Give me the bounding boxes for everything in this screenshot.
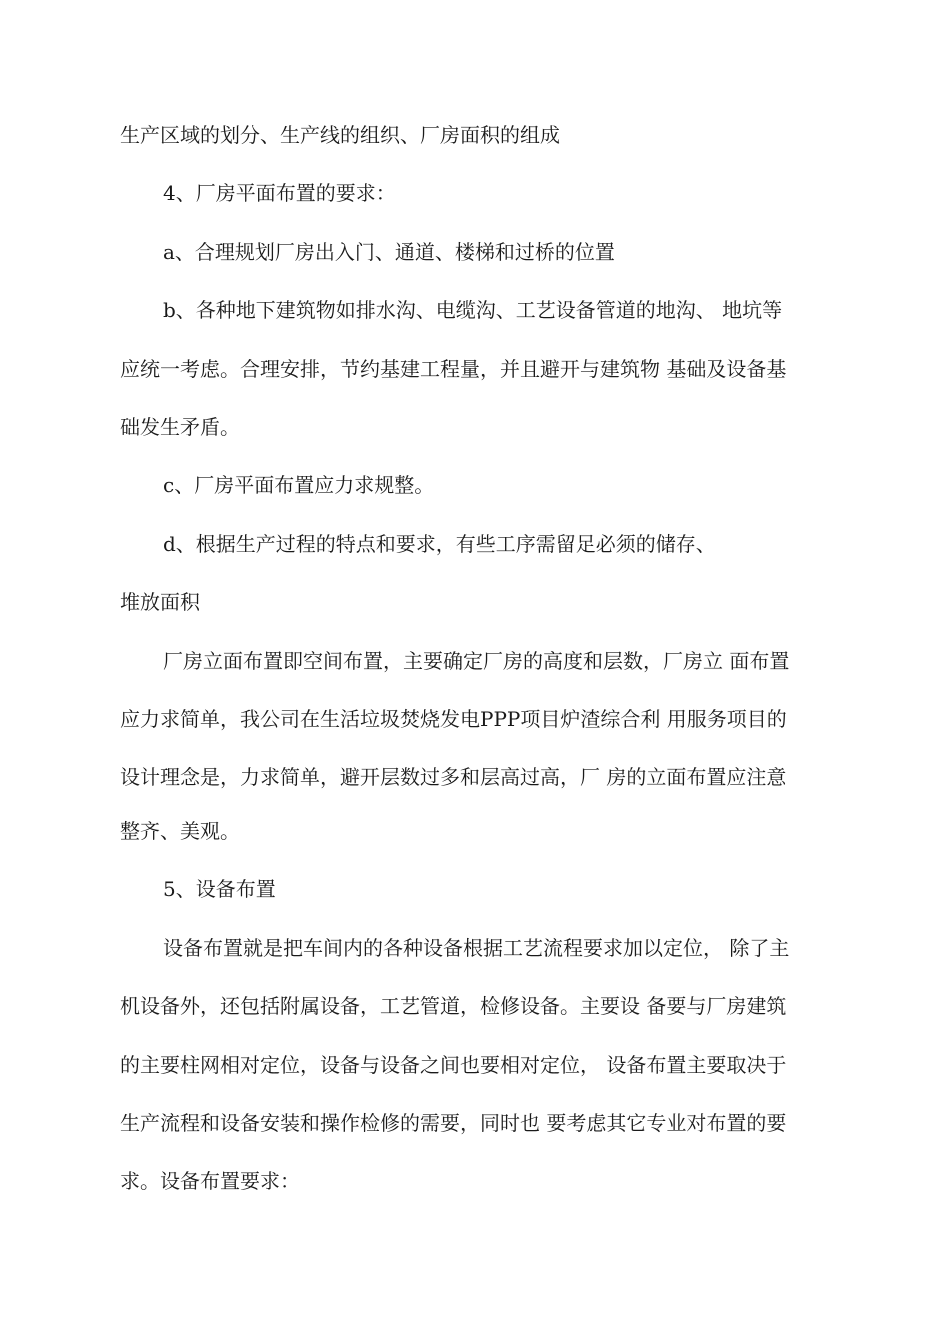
text-line: 生产流程和设备安装和操作检修的需要，同时也 要考虑其它专业对布置的要 [120, 1111, 787, 1135]
paragraph-line: 设备布置就是把车间内的各种设备根据工艺流程要求加以定位， 除了主 [163, 936, 790, 960]
section-heading: 4、厂房平面布置的要求： [163, 181, 396, 205]
text-line: 整齐、美观。 [120, 819, 240, 843]
text-line: 设计理念是，力求简单，避开层数过多和层高过高，厂 房的立面布置应注意 [120, 765, 787, 789]
text-line: 础发生矛盾。 [120, 415, 240, 439]
paragraph-line: 厂房立面布置即空间布置，主要确定厂房的高度和层数，厂房立 面布置 [163, 649, 790, 673]
list-item: d、根据生产过程的特点和要求，有些工序需留足必须的储存、 [163, 532, 716, 556]
text-line: 机设备外，还包括附属设备，工艺管道，检修设备。主要设 备要与厂房建筑 [120, 994, 787, 1018]
text-line: 的主要柱网相对定位，设备与设备之间也要相对定位， 设备布置主要取决于 [120, 1053, 787, 1077]
text-line: 堆放面积 [120, 590, 200, 614]
section-heading: 5、设备布置 [163, 877, 276, 901]
list-item: a、合理规划厂房出入门、通道、楼梯和过桥的位置 [163, 240, 615, 264]
text-line: 求。设备布置要求： [120, 1169, 300, 1193]
list-item: b、各种地下建筑物如排水沟、电缆沟、工艺设备管道的地沟、 地坑等 [163, 298, 783, 322]
text-line: 应统一考虑。合理安排，节约基建工程量，并且避开与建筑物 基础及设备基 [120, 357, 787, 381]
text-line: 生产区域的划分、生产线的组织、厂房面积的组成 [120, 123, 560, 147]
list-item: c、厂房平面布置应力求规整。 [163, 473, 435, 497]
text-line: 应力求简单，我公司在生活垃圾焚烧发电PPP项目炉渣综合利 用服务项目的 [120, 707, 787, 731]
